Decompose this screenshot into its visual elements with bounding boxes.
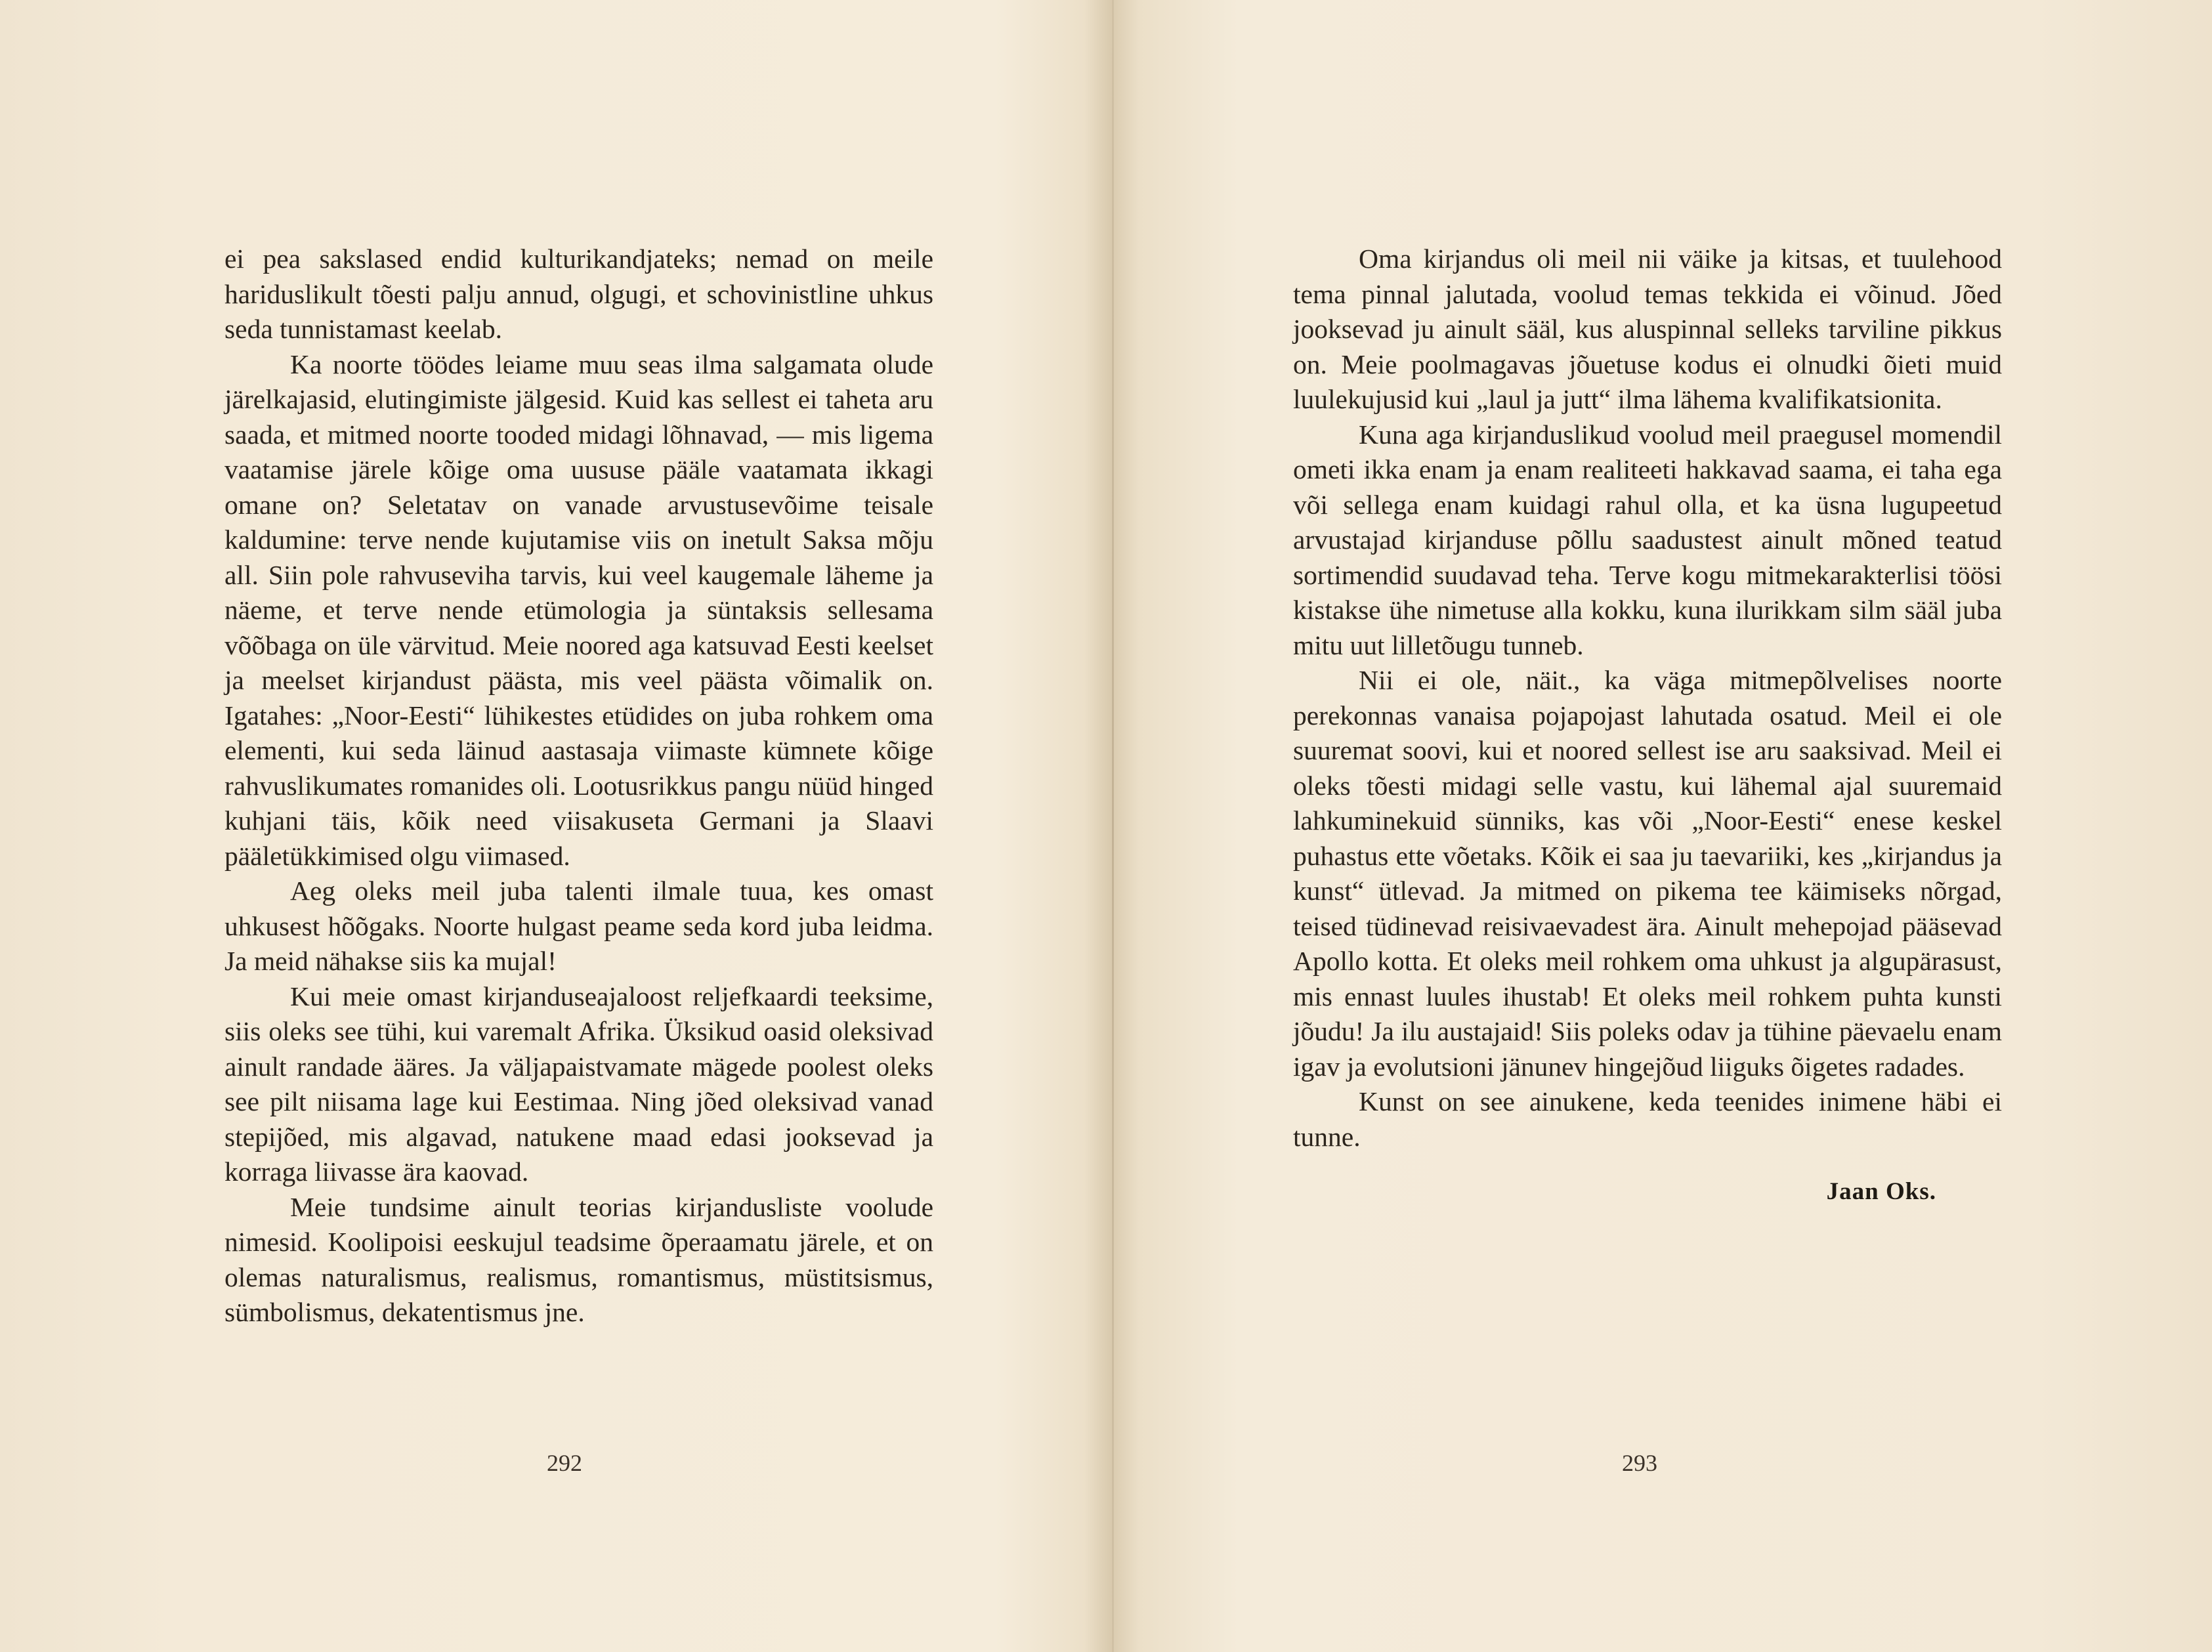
- right-paragraph-2: Kuna aga kirjanduslikud voolud meil praegusel momendil ometi ikka enam ja enam realiteeti hakkavad saama, ei taha ega või sellega enam kuidagi rahul olla, et ka üsna lugupeetud arvustajad kirjanduse põllu saadustest ainult mõned teatud sortimendid suudavad teha. Terve kogu mitmekarakterlisi töösi kistakse ühe nimetuse alla kokku, kuna ilurikkam silm sääl juba mitu uut lilletõugu tunneb.: [1293, 419, 2002, 660]
- right-paragraph-1: Oma kirjandus oli meil nii väike ja kitsas, et tuulehood tema pinnal jalutada, voolud temas tekkida ei võinud. Jõed jooksevad ju ainult sääl, kus aluspinnal selleks tarviline pikkus on. Meie poolmagavas jõuetuse kodus ei olnudki õieti muid luulekujusid kui „laul ja jutt“ ilma lähema kvalifikatsionita.: [1293, 244, 2002, 414]
- author-signature: Jaan Oks.: [1826, 1178, 1936, 1205]
- left-paragraph-5: Meie tundsime ainult teorias kirjandusliste voolude nimesid. Koolipoisi eeskujul teadsime õperaamatu järele, et on olemas naturalismus, realismus, romantismus, müstitsismus, sümbolismus, dekatentismus jne.: [224, 1191, 933, 1327]
- right-page: [1293, 242, 2002, 1210]
- left-page: [224, 242, 933, 1330]
- left-page-number: 292: [547, 1450, 582, 1476]
- left-paragraph-3: Aeg oleks meil juba talenti ilmale tuua, kes omast uhkusest hõõgaks. Noorte hulgast peame seda kord juba leidma. Ja meid nähakse siis ka mujal!: [224, 876, 933, 976]
- right-page-number: 293: [1622, 1450, 1657, 1476]
- right-paragraph-4: Kunst on see ainukene, keda teenides inimene häbi ei tunne.: [1293, 1086, 2002, 1152]
- left-paragraph-1: ei pea sakslased endid kulturikandjateks; nemad on meile hariduslikult tõesti palju annud, olgugi, et schovinistline uhkus seda tunnistamast keelab.: [224, 244, 933, 344]
- book-gutter: [1112, 0, 1114, 1652]
- right-paragraph-3: Nii ei ole, näit., ka väga mitmepõlvelises noorte perekonnas vanaisa pojapojast lahutada osatud. Meil ei ole suuremat soovi, kui et noored sellest ise aru saaksivad. Meil ei oleks tõesti midagi selle vastu, kui lähemal ajal suuremaid lahkuminekuid sünniks, kas või „Noor-Eesti“ enese keskel puhastus ette võetaks. Kõik ei saa ju taevariiki, kes „kirjandus ja kunst“ ütlevad. Ja mitmed on pikema tee käimiseks nõrgad, teised tüdinevad reisivaevadest ära. Ainult mehepojad pääsevad Apollo kotta. Et oleks meil rohkem oma uhkust ja algupärasust, mis ennast luules ihustab! Et oleks meil rohkem puhta kunsti jõudu! Ja ilu austajaid! Siis poleks odav ja tühine päevaelu enam igav ja evolutsioni jänunev hingejõud liiguks õigetes radades.: [1293, 665, 2002, 1082]
- left-paragraph-2: Ka noorte töödes leiame muu seas ilma salgamata olude järelkajasid, elutingimiste jälgesid. Kuid kas sellest ei taheta aru saada, et mitmed noorte tooded midagi lõhnavad, — mis ligema vaatamise järele kõige oma uususe pääle vaatamata ikkagi omane on? Seletatav on vanade arvustusevõime teisale kaldumine: terve nende kujutamise viis on inetult Saksa mõju all. Siin pole rahvuseviha tarvis, kui veel kaugemale läheme ja näeme, et terve nende etümologia ja süntaksis sellesama võõbaga on üle värvitud. Meie noored aga katsuvad Eesti keelset ja meelset kirjandust päästa, mis veel päästa võimalik on. Igatahes: „Noor-Eesti“ lühikestes etüdides on juba rohkem oma elementi, kui seda läinud aastasaja viimaste kümnete kõige rahvuslikumates romanides oli. Lootusrikkus pangu nüüd hinged kuhjani täis, kõik need viisakuseta Germani ja Slaavi pääletükkimised olgu viimased.: [224, 349, 933, 871]
- left-paragraph-4: Kui meie omast kirjanduseajaloost reljefkaardi teeksime, siis oleks see tühi, kui varemalt Afrika. Üksikud oasid oleksivad ainult randade ääres. Ja väljapaistvamate mägede poolest oleks see pilt niisama lage kui Eestimaa. Ning jõed oleksivad vanad stepijõed, mis algavad, natukene maad edasi jooksevad ja korraga liivasse ära kaovad.: [224, 981, 933, 1187]
